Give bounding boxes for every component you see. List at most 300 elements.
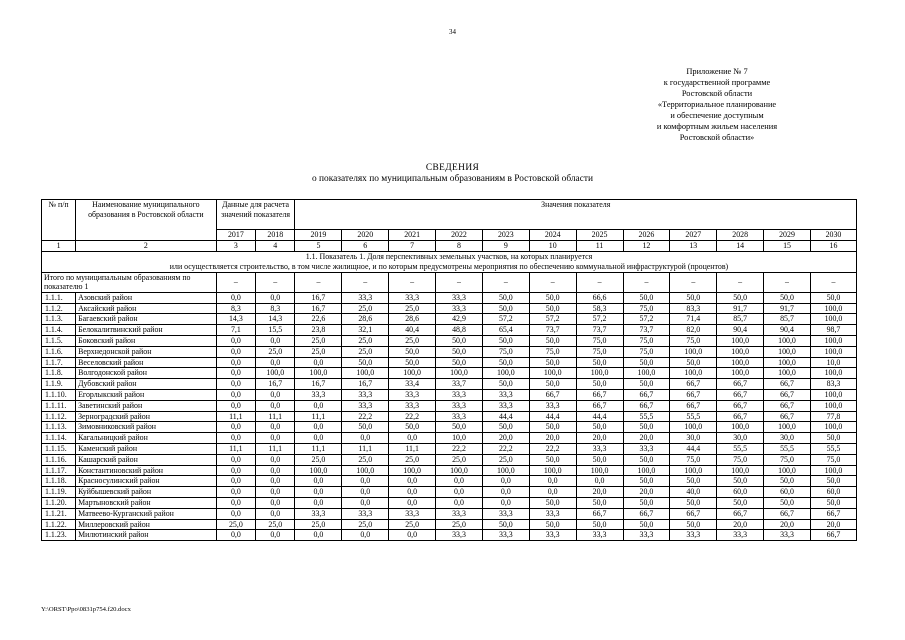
indicator-value: 91,7: [717, 303, 764, 314]
table-row: [42, 497, 857, 508]
indicator-value: 0,0: [216, 379, 255, 390]
row-number: 1.1.14.: [42, 433, 76, 444]
indicator-value: 33,3: [576, 443, 623, 454]
indicator-value: 50,0: [670, 292, 717, 303]
indicator-value: 50,0: [670, 357, 717, 368]
indicator-value: 22,2: [342, 411, 389, 422]
indicator-value: 16,7: [256, 379, 295, 390]
municipality-name: Константиновский район: [76, 465, 217, 476]
indicator-value: 100,0: [529, 465, 576, 476]
municipality-name: Красносулинский район: [76, 476, 217, 487]
indicator-value: 0,0: [256, 292, 295, 303]
table-row: [42, 346, 857, 357]
indicator-value: 71,4: [670, 314, 717, 325]
indicator-value: 0,0: [342, 530, 389, 541]
indicator-value: 20,0: [623, 487, 670, 498]
header-base: Данные для расчета значений показателя: [216, 200, 295, 230]
indicator-value: 50,0: [764, 476, 811, 487]
table-row: [42, 454, 857, 465]
indicator-value: 50,0: [810, 476, 856, 487]
indicator-value: 25,0: [389, 519, 436, 530]
indicator-value: 0,0: [216, 454, 255, 465]
column-number: 13: [670, 240, 717, 251]
indicator-value: 50,0: [436, 422, 483, 433]
indicator-value: 100,0: [810, 465, 856, 476]
indicator-value: 66,7: [717, 508, 764, 519]
indicator-value: 66,7: [764, 411, 811, 422]
indicator-value: 33,3: [623, 530, 670, 541]
indicator-value: 100,0: [764, 465, 811, 476]
indicator-value: 73,7: [529, 325, 576, 336]
indicator-value: 8,3: [216, 303, 255, 314]
indicator-value: 33,3: [482, 389, 529, 400]
section-title-line-1: 1.1. Показатель 1. Доля перспективных земельных участков, на которых планируется: [305, 251, 593, 261]
municipality-name: Волгодонской район: [76, 368, 217, 379]
row-number: 1.1.12.: [42, 411, 76, 422]
table-row: [42, 530, 857, 541]
indicator-value: 25,0: [342, 346, 389, 357]
indicator-value: 20,0: [810, 519, 856, 530]
row-number: 1.1.17.: [42, 465, 76, 476]
total-value: –: [342, 272, 389, 292]
row-number: 1.1.7.: [42, 357, 76, 368]
indicator-value: 0,0: [216, 368, 255, 379]
indicator-value: 33,4: [389, 379, 436, 390]
table-row: [42, 476, 857, 487]
indicator-value: 50,0: [623, 379, 670, 390]
column-number: 16: [810, 240, 856, 251]
indicator-value: 100,0: [810, 400, 856, 411]
row-number: 1.1.8.: [42, 368, 76, 379]
indicator-value: 10,0: [436, 433, 483, 444]
indicator-value: 0,0: [256, 465, 295, 476]
indicator-value: 0,0: [529, 487, 576, 498]
indicator-value: 0,0: [295, 400, 342, 411]
table-row: [42, 443, 857, 454]
indicator-value: 75,0: [576, 335, 623, 346]
indicator-value: 7,1: [216, 325, 255, 336]
indicator-value: 50,0: [482, 379, 529, 390]
indicator-value: 57,2: [529, 314, 576, 325]
indicator-value: 100,0: [717, 346, 764, 357]
indicator-value: 50,0: [717, 497, 764, 508]
indicator-value: 0,0: [216, 292, 255, 303]
indicator-value: 50,0: [670, 519, 717, 530]
table-row: [42, 422, 857, 433]
indicator-value: 0,0: [295, 357, 342, 368]
indicator-value: 57,2: [623, 314, 670, 325]
indicator-value: 75,0: [717, 454, 764, 465]
total-value: –: [764, 272, 811, 292]
indicator-value: 0,0: [482, 497, 529, 508]
row-number: 1.1.2.: [42, 303, 76, 314]
indicator-value: 44,4: [529, 411, 576, 422]
indicator-value: 66,7: [576, 389, 623, 400]
indicator-value: 75,0: [576, 346, 623, 357]
indicator-value: 30,0: [764, 433, 811, 444]
indicator-value: 50,0: [576, 357, 623, 368]
table-row: [42, 487, 857, 498]
indicator-value: 0,0: [256, 357, 295, 368]
municipality-name: Азовский район: [76, 292, 217, 303]
indicator-value: 75,0: [670, 335, 717, 346]
indicator-value: 25,0: [389, 303, 436, 314]
appendix-line: и обеспечение доступным: [670, 111, 764, 120]
indicator-value: 0,0: [256, 389, 295, 400]
indicator-value: 0,0: [256, 497, 295, 508]
indicator-value: 98,7: [810, 325, 856, 336]
indicator-value: 66,7: [623, 400, 670, 411]
indicator-value: 33,3: [436, 292, 483, 303]
indicator-value: 0,0: [436, 487, 483, 498]
table-row: [42, 519, 857, 530]
indicator-value: 25,0: [389, 335, 436, 346]
indicator-value: 50,0: [764, 497, 811, 508]
indicator-value: 0,0: [482, 476, 529, 487]
indicator-value: 30,0: [717, 433, 764, 444]
table-row: [42, 465, 857, 476]
appendix-line: Приложение № 7: [686, 67, 748, 76]
indicator-value: 0,0: [295, 497, 342, 508]
indicator-value: 0,0: [342, 433, 389, 444]
indicator-value: 0,0: [256, 476, 295, 487]
year-header: 2029: [764, 230, 811, 241]
indicator-value: 100,0: [764, 422, 811, 433]
indicator-value: 75,0: [670, 454, 717, 465]
municipality-name: Мартыновский район: [76, 497, 217, 508]
indicator-value: 82,0: [670, 325, 717, 336]
indicator-value: 25,0: [436, 519, 483, 530]
indicator-value: 100,0: [482, 465, 529, 476]
indicator-value: 0,0: [389, 487, 436, 498]
total-value: –: [389, 272, 436, 292]
indicator-value: 50,0: [670, 497, 717, 508]
indicator-value: 50,0: [482, 519, 529, 530]
indicator-value: 14,3: [216, 314, 255, 325]
indicator-value: 42,9: [436, 314, 483, 325]
indicator-value: 25,0: [342, 303, 389, 314]
indicator-value: 66,7: [764, 389, 811, 400]
indicator-value: 33,3: [623, 443, 670, 454]
total-value: –: [810, 272, 856, 292]
indicator-value: 11,1: [295, 411, 342, 422]
indicator-value: 75,0: [623, 303, 670, 314]
indicator-value: 60,0: [764, 487, 811, 498]
indicator-value: 11,1: [342, 443, 389, 454]
indicator-value: 100,0: [576, 465, 623, 476]
column-number: 7: [389, 240, 436, 251]
indicator-value: 0,0: [216, 400, 255, 411]
indicator-value: 44,4: [482, 411, 529, 422]
indicator-value: 16,7: [295, 303, 342, 314]
indicator-value: 11,1: [216, 411, 255, 422]
indicator-value: 60,0: [717, 487, 764, 498]
indicator-value: 0,0: [216, 497, 255, 508]
indicator-value: 11,1: [256, 411, 295, 422]
indicator-value: 100,0: [810, 368, 856, 379]
municipality-name: Милютинский район: [76, 530, 217, 541]
indicator-value: 100,0: [764, 368, 811, 379]
indicator-value: 25,0: [342, 335, 389, 346]
indicator-value: 100,0: [810, 335, 856, 346]
municipality-name: Аксайский район: [76, 303, 217, 314]
indicator-value: 50,0: [576, 454, 623, 465]
total-name: Итого по муниципальным образованиям по показателю 1: [42, 272, 217, 292]
indicator-value: 33,3: [342, 400, 389, 411]
indicator-value: 100,0: [810, 346, 856, 357]
indicator-value: 100,0: [717, 357, 764, 368]
table-row: [42, 433, 857, 444]
indicator-value: 50,0: [389, 422, 436, 433]
row-number: 1.1.21.: [42, 508, 76, 519]
indicator-value: 0,0: [216, 465, 255, 476]
indicator-value: 85,7: [717, 314, 764, 325]
total-value: –: [576, 272, 623, 292]
indicator-value: 0,0: [436, 476, 483, 487]
indicator-value: 50,0: [529, 357, 576, 368]
year-header: 2020: [342, 230, 389, 241]
indicator-value: 50,0: [623, 497, 670, 508]
indicator-value: 33,3: [436, 508, 483, 519]
indicator-value: 16,7: [295, 379, 342, 390]
column-number: 2: [76, 240, 217, 251]
indicator-value: 100,0: [810, 314, 856, 325]
indicator-value: 0,0: [256, 454, 295, 465]
indicator-value: 0,0: [436, 497, 483, 508]
row-number: 1.1.15.: [42, 443, 76, 454]
indicator-value: 33,3: [717, 530, 764, 541]
indicator-value: 100,0: [436, 368, 483, 379]
row-number: 1.1.5.: [42, 335, 76, 346]
indicator-value: 66,7: [717, 389, 764, 400]
municipality-name: Верхнедонской район: [76, 346, 217, 357]
indicator-value: 40,0: [670, 487, 717, 498]
indicator-value: 33,3: [389, 292, 436, 303]
indicator-value: 100,0: [623, 465, 670, 476]
indicator-value: 100,0: [529, 368, 576, 379]
indicator-value: 20,0: [576, 433, 623, 444]
indicator-value: 50,0: [482, 303, 529, 314]
indicator-value: 100,0: [342, 465, 389, 476]
indicator-value: 50,0: [482, 292, 529, 303]
indicator-value: 50,0: [529, 292, 576, 303]
indicator-value: 33,3: [389, 400, 436, 411]
indicator-value: 33,3: [529, 400, 576, 411]
table-row: [42, 400, 857, 411]
indicator-value: 50,0: [436, 335, 483, 346]
indicator-value: 50,0: [623, 292, 670, 303]
indicator-value: 33,7: [436, 379, 483, 390]
indicator-value: 50,0: [529, 422, 576, 433]
indicator-value: 100,0: [670, 422, 717, 433]
indicator-value: 0,0: [389, 530, 436, 541]
indicator-value: 100,0: [717, 335, 764, 346]
indicator-value: 0,0: [389, 433, 436, 444]
table-row: [42, 335, 857, 346]
total-value: –: [670, 272, 717, 292]
indicator-value: 100,0: [764, 335, 811, 346]
indicator-value: 50,0: [576, 497, 623, 508]
indicator-value: 50,0: [576, 422, 623, 433]
indicator-value: 66,7: [576, 508, 623, 519]
indicator-value: 90,4: [717, 325, 764, 336]
title-line-1: СВЕДЕНИЯ: [425, 163, 480, 173]
table-row: [42, 379, 857, 390]
column-number: 12: [623, 240, 670, 251]
indicator-value: 20,0: [529, 433, 576, 444]
indicator-value: 0,0: [342, 476, 389, 487]
section-row: [42, 251, 857, 272]
indicator-value: 50,0: [717, 292, 764, 303]
year-header: 2021: [389, 230, 436, 241]
indicator-value: 16,7: [342, 379, 389, 390]
indicator-value: 50,0: [576, 519, 623, 530]
indicator-value: 0,0: [256, 433, 295, 444]
total-value: –: [295, 272, 342, 292]
indicator-value: 50,0: [529, 379, 576, 390]
total-value: –: [623, 272, 670, 292]
total-value: –: [717, 272, 764, 292]
column-number: 4: [256, 240, 295, 251]
indicator-value: 100,0: [436, 465, 483, 476]
header-no: № п/п: [42, 200, 76, 241]
indicator-value: 66,7: [670, 379, 717, 390]
indicator-value: 50,0: [482, 335, 529, 346]
indicator-value: 50,0: [623, 422, 670, 433]
indicator-value: 11,1: [216, 443, 255, 454]
indicator-value: 91,7: [764, 303, 811, 314]
indicator-value: 100,0: [295, 368, 342, 379]
indicator-value: 0,0: [216, 433, 255, 444]
indicator-value: 50,0: [529, 303, 576, 314]
table-row: [42, 292, 857, 303]
indicator-value: 25,0: [436, 454, 483, 465]
municipality-name: Каменский район: [76, 443, 217, 454]
table-row: [42, 325, 857, 336]
indicator-value: 66,7: [764, 508, 811, 519]
indicator-value: 73,7: [576, 325, 623, 336]
indicator-value: 44,4: [576, 411, 623, 422]
indicator-value: 33,3: [342, 389, 389, 400]
indicator-value: 65,4: [482, 325, 529, 336]
indicator-value: 50,0: [623, 454, 670, 465]
row-number: 1.1.22.: [42, 519, 76, 530]
indicator-value: 0,0: [389, 497, 436, 508]
indicator-value: 66,7: [764, 400, 811, 411]
indicator-value: 50,0: [717, 476, 764, 487]
row-number: 1.1.6.: [42, 346, 76, 357]
municipality-name: Веселовский район: [76, 357, 217, 368]
indicator-value: 50,0: [810, 497, 856, 508]
indicator-value: 22,6: [295, 314, 342, 325]
indicator-value: 33,3: [482, 508, 529, 519]
municipality-name: Егорлыкский район: [76, 389, 217, 400]
header-name: Наименование муниципального образования в Ростовской области: [76, 200, 217, 241]
indicator-value: 66,6: [576, 292, 623, 303]
indicator-value: 50,0: [482, 357, 529, 368]
indicator-value: 33,3: [342, 292, 389, 303]
indicator-value: 22,2: [529, 443, 576, 454]
appendix-line: Ростовской области»: [679, 133, 755, 142]
indicator-value: 0,0: [216, 346, 255, 357]
indicator-value: 100,0: [256, 368, 295, 379]
municipality-name: Зимовниковский район: [76, 422, 217, 433]
municipality-name: Зерноградский район: [76, 411, 217, 422]
indicator-value: 100,0: [810, 389, 856, 400]
header-values: Значения показателя: [295, 200, 857, 230]
indicator-value: 50,0: [436, 357, 483, 368]
indicator-value: 50,0: [810, 433, 856, 444]
table-row: [42, 508, 857, 519]
indicator-value: 33,3: [529, 530, 576, 541]
indicator-value: 0,0: [216, 389, 255, 400]
indicator-value: 66,7: [576, 400, 623, 411]
indicator-value: 0,0: [216, 508, 255, 519]
table-row: [42, 368, 857, 379]
row-number: 1.1.4.: [42, 325, 76, 336]
indicator-value: 0,0: [216, 357, 255, 368]
indicator-value: 50,0: [576, 379, 623, 390]
indicator-value: 50,0: [342, 357, 389, 368]
indicator-value: 100,0: [576, 368, 623, 379]
indicator-value: 33,3: [436, 411, 483, 422]
indicator-value: 20,0: [576, 487, 623, 498]
indicator-value: 40,4: [389, 325, 436, 336]
municipality-name: Заветинский район: [76, 400, 217, 411]
indicator-value: 50,0: [810, 292, 856, 303]
file-path: Y:\ORST\Ppo\0831p754.f20.docx: [41, 606, 131, 613]
column-number: 14: [717, 240, 764, 251]
indicator-value: 0,0: [256, 422, 295, 433]
indicator-value: 100,0: [389, 465, 436, 476]
indicator-value: 28,6: [342, 314, 389, 325]
indicator-value: 15,5: [256, 325, 295, 336]
indicator-value: 83,3: [670, 303, 717, 314]
indicator-value: 66,7: [810, 530, 856, 541]
indicator-value: 33,3: [436, 389, 483, 400]
indicator-value: 0,0: [482, 487, 529, 498]
indicator-value: 22,2: [436, 443, 483, 454]
row-number: 1.1.19.: [42, 487, 76, 498]
indicator-value: 0,0: [216, 476, 255, 487]
appendix-line: Ростовской области: [681, 89, 753, 98]
indicator-value: 0,0: [295, 476, 342, 487]
total-value: –: [482, 272, 529, 292]
indicator-value: 33,3: [670, 530, 717, 541]
indicator-value: 0,0: [256, 335, 295, 346]
appendix-line: к государственной программе: [663, 78, 771, 87]
indicator-value: 25,0: [342, 519, 389, 530]
indicator-value: 20,0: [717, 519, 764, 530]
table-row: [42, 389, 857, 400]
total-value: –: [529, 272, 576, 292]
indicator-value: 25,0: [295, 335, 342, 346]
title-line-2: о показателях по муниципальным образованиям в Ростовской области: [312, 174, 593, 184]
indicator-value: 55,5: [810, 443, 856, 454]
municipality-name: Матвеево-Курганский район: [76, 508, 217, 519]
indicator-value: 0,0: [576, 476, 623, 487]
indicator-value: 100,0: [670, 346, 717, 357]
column-number: 5: [295, 240, 342, 251]
indicator-value: 55,5: [623, 411, 670, 422]
indicator-value: 100,0: [482, 368, 529, 379]
indicator-value: 77,8: [810, 411, 856, 422]
indicator-value: 23,8: [295, 325, 342, 336]
row-number: 1.1.18.: [42, 476, 76, 487]
appendix-line: и комфортным жильем населения: [656, 122, 778, 131]
indicator-value: 20,0: [764, 519, 811, 530]
municipality-name: Миллеровский район: [76, 519, 217, 530]
